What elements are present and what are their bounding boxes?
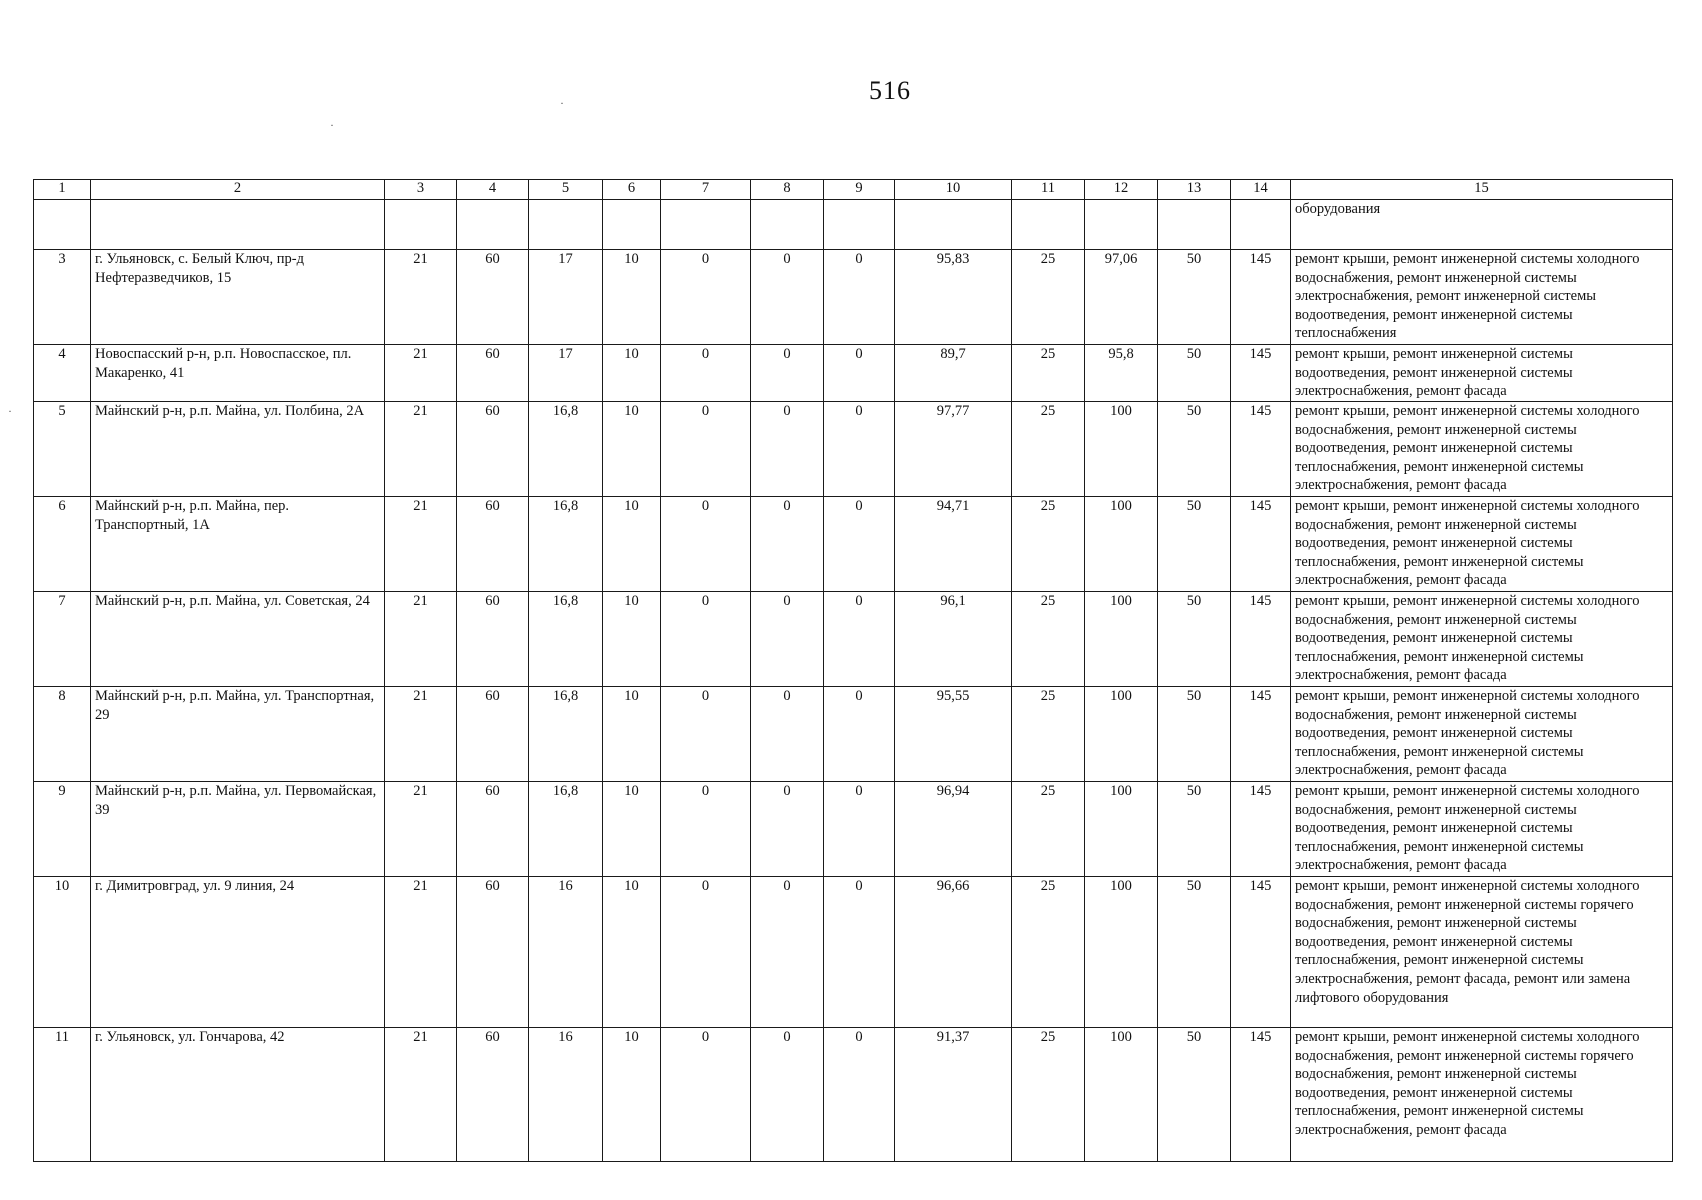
value-cell-c7: 0 bbox=[661, 1028, 751, 1162]
address-cell: Майнский р-н, р.п. Майна, ул. Полбина, 2А bbox=[91, 402, 385, 497]
column-header: 11 bbox=[1012, 180, 1085, 200]
address-cell: г. Ульяновск, ул. Гончарова, 42 bbox=[91, 1028, 385, 1162]
works-cell: ремонт крыши, ремонт инженерной системы холодного водоснабжения, ремонт инженерной системы горячего водоснабжения, ремонт инженерной системы водоотведения, ремонт инженерной системы теплоснабжения, ремонт инженерной системы электроснабжения, ремонт фасада, ремонт или замена лифтового оборудования bbox=[1291, 877, 1673, 1028]
value-cell-c11: 25 bbox=[1012, 497, 1085, 592]
column-header: 7 bbox=[661, 180, 751, 200]
value-cell-c13: 50 bbox=[1158, 687, 1231, 782]
value-cell-c5: 16 bbox=[529, 877, 603, 1028]
value-cell-c3: 21 bbox=[385, 877, 457, 1028]
table-row bbox=[34, 497, 1673, 592]
value-cell-c13: 50 bbox=[1158, 345, 1231, 402]
address-cell: г. Димитровград, ул. 9 линия, 24 bbox=[91, 877, 385, 1028]
value-cell-c4: 60 bbox=[457, 592, 529, 687]
continuation-row bbox=[34, 200, 1673, 250]
value-cell-c6: 10 bbox=[603, 592, 661, 687]
address-cell: Новоспасский р-н, р.п. Новоспасское, пл. Макаренко, 41 bbox=[91, 345, 385, 402]
value-cell-c9: 0 bbox=[824, 345, 895, 402]
row-number: 10 bbox=[34, 877, 91, 1028]
value-cell-c6: 10 bbox=[603, 687, 661, 782]
value-cell-c5: 16,8 bbox=[529, 402, 603, 497]
value-cell-c8: 0 bbox=[751, 782, 824, 877]
value-cell-c12: 95,8 bbox=[1085, 345, 1158, 402]
value-cell-c3: 21 bbox=[385, 1028, 457, 1162]
works-cell: ремонт крыши, ремонт инженерной системы холодного водоснабжения, ремонт инженерной системы водоотведения, ремонт инженерной системы теплоснабжения, ремонт инженерной системы электроснабжения, ремонт фасада bbox=[1291, 687, 1673, 782]
value-cell-c7: 0 bbox=[661, 687, 751, 782]
row-number: 9 bbox=[34, 782, 91, 877]
column-header: 15 bbox=[1291, 180, 1673, 200]
value-cell-c8: 0 bbox=[751, 250, 824, 345]
value-cell-c14: 145 bbox=[1231, 782, 1291, 877]
column-header: 13 bbox=[1158, 180, 1231, 200]
scan-speck: · bbox=[560, 96, 564, 110]
table-row bbox=[34, 782, 1673, 877]
value-cell-c3: 21 bbox=[385, 687, 457, 782]
value-cell-c7: 0 bbox=[661, 250, 751, 345]
row-number: 6 bbox=[34, 497, 91, 592]
value-cell-c6: 10 bbox=[603, 250, 661, 345]
value-cell-c8: 0 bbox=[751, 877, 824, 1028]
value-cell-c12: 97,06 bbox=[1085, 250, 1158, 345]
value-cell-c14: 145 bbox=[1231, 877, 1291, 1028]
value-cell-c10: 97,77 bbox=[895, 402, 1012, 497]
table-row bbox=[34, 402, 1673, 497]
value-cell-c9: 0 bbox=[824, 250, 895, 345]
value-cell-c13: 50 bbox=[1158, 250, 1231, 345]
address-cell: Майнский р-н, р.п. Майна, ул. Транспортная, 29 bbox=[91, 687, 385, 782]
works-cell: ремонт крыши, ремонт инженерной системы холодного водоснабжения, ремонт инженерной системы водоотведения, ремонт инженерной системы теплоснабжения, ремонт инженерной системы электроснабжения, ремонт фасада bbox=[1291, 402, 1673, 497]
value-cell-c5: 16,8 bbox=[529, 592, 603, 687]
column-header: 9 bbox=[824, 180, 895, 200]
column-header: 4 bbox=[457, 180, 529, 200]
column-header: 2 bbox=[91, 180, 385, 200]
column-header: 5 bbox=[529, 180, 603, 200]
column-header: 8 bbox=[751, 180, 824, 200]
value-cell-c4: 60 bbox=[457, 402, 529, 497]
table-row bbox=[34, 687, 1673, 782]
value-cell-c11: 25 bbox=[1012, 687, 1085, 782]
works-cell: ремонт крыши, ремонт инженерной системы холодного водоснабжения, ремонт инженерной системы водоотведения, ремонт инженерной системы теплоснабжения, ремонт инженерной системы электроснабжения, ремонт фасада bbox=[1291, 497, 1673, 592]
value-cell-c14: 145 bbox=[1231, 1028, 1291, 1162]
value-cell-c3: 21 bbox=[385, 250, 457, 345]
column-header: 3 bbox=[385, 180, 457, 200]
value-cell-c7: 0 bbox=[661, 877, 751, 1028]
value-cell-c3: 21 bbox=[385, 782, 457, 877]
value-cell-c3: 21 bbox=[385, 592, 457, 687]
value-cell-c4: 60 bbox=[457, 877, 529, 1028]
value-cell-c9: 0 bbox=[824, 497, 895, 592]
value-cell-c8: 0 bbox=[751, 402, 824, 497]
table-row bbox=[34, 345, 1673, 402]
value-cell-c8: 0 bbox=[751, 345, 824, 402]
value-cell-c11: 25 bbox=[1012, 877, 1085, 1028]
value-cell-c10: 91,37 bbox=[895, 1028, 1012, 1162]
value-cell-c7: 0 bbox=[661, 782, 751, 877]
value-cell-c12: 100 bbox=[1085, 592, 1158, 687]
works-table bbox=[33, 179, 1673, 1162]
value-cell-c14: 145 bbox=[1231, 687, 1291, 782]
value-cell-c9: 0 bbox=[824, 1028, 895, 1162]
column-header: 14 bbox=[1231, 180, 1291, 200]
address-cell: Майнский р-н, р.п. Майна, ул. Первомайская, 39 bbox=[91, 782, 385, 877]
value-cell-c6: 10 bbox=[603, 497, 661, 592]
value-cell-c7: 0 bbox=[661, 402, 751, 497]
value-cell-c13: 50 bbox=[1158, 877, 1231, 1028]
table-row bbox=[34, 877, 1673, 1028]
works-cell: ремонт крыши, ремонт инженерной системы холодного водоснабжения, ремонт инженерной системы водоотведения, ремонт инженерной системы теплоснабжения, ремонт инженерной системы электроснабжения, ремонт фасада bbox=[1291, 782, 1673, 877]
value-cell-c5: 17 bbox=[529, 250, 603, 345]
value-cell-c10: 96,94 bbox=[895, 782, 1012, 877]
works-cell: ремонт крыши, ремонт инженерной системы холодного водоснабжения, ремонт инженерной системы водоотведения, ремонт инженерной системы теплоснабжения, ремонт инженерной системы электроснабжения, ремонт фасада bbox=[1291, 592, 1673, 687]
value-cell-c12: 100 bbox=[1085, 782, 1158, 877]
value-cell-c6: 10 bbox=[603, 877, 661, 1028]
value-cell-c5: 17 bbox=[529, 345, 603, 402]
value-cell-c12: 100 bbox=[1085, 1028, 1158, 1162]
value-cell-c6: 10 bbox=[603, 345, 661, 402]
value-cell-c14: 145 bbox=[1231, 345, 1291, 402]
address-cell: Майнский р-н, р.п. Майна, ул. Советская, 24 bbox=[91, 592, 385, 687]
value-cell-c4: 60 bbox=[457, 687, 529, 782]
row-number: 7 bbox=[34, 592, 91, 687]
value-cell-c9: 0 bbox=[824, 782, 895, 877]
row-number: 11 bbox=[34, 1028, 91, 1162]
value-cell-c12: 100 bbox=[1085, 497, 1158, 592]
value-cell-c9: 0 bbox=[824, 592, 895, 687]
value-cell-c8: 0 bbox=[751, 592, 824, 687]
column-number-row bbox=[34, 180, 1673, 200]
value-cell-c13: 50 bbox=[1158, 497, 1231, 592]
value-cell-c11: 25 bbox=[1012, 592, 1085, 687]
value-cell-c3: 21 bbox=[385, 497, 457, 592]
works-cell: ремонт крыши, ремонт инженерной системы холодного водоснабжения, ремонт инженерной системы горячего водоснабжения, ремонт инженерной системы водоотведения, ремонт инженерной системы теплоснабжения, ремонт инженерной системы электроснабжения, ремонт фасада bbox=[1291, 1028, 1673, 1162]
value-cell-c10: 96,66 bbox=[895, 877, 1012, 1028]
value-cell-c3: 21 bbox=[385, 402, 457, 497]
row-number: 3 bbox=[34, 250, 91, 345]
value-cell-c9: 0 bbox=[824, 402, 895, 497]
table-row bbox=[34, 592, 1673, 687]
value-cell-c10: 95,55 bbox=[895, 687, 1012, 782]
value-cell-c4: 60 bbox=[457, 1028, 529, 1162]
value-cell-c5: 16,8 bbox=[529, 497, 603, 592]
value-cell-c12: 100 bbox=[1085, 402, 1158, 497]
continuation-text: оборудования bbox=[1291, 200, 1673, 250]
value-cell-c3: 21 bbox=[385, 345, 457, 402]
value-cell-c4: 60 bbox=[457, 250, 529, 345]
row-number: 4 bbox=[34, 345, 91, 402]
value-cell-c13: 50 bbox=[1158, 782, 1231, 877]
value-cell-c14: 145 bbox=[1231, 497, 1291, 592]
value-cell-c4: 60 bbox=[457, 345, 529, 402]
page-number: 516 bbox=[869, 76, 911, 105]
value-cell-c6: 10 bbox=[603, 402, 661, 497]
value-cell-c5: 16,8 bbox=[529, 687, 603, 782]
value-cell-c8: 0 bbox=[751, 1028, 824, 1162]
column-header: 10 bbox=[895, 180, 1012, 200]
value-cell-c9: 0 bbox=[824, 687, 895, 782]
value-cell-c5: 16,8 bbox=[529, 782, 603, 877]
scan-speck: · bbox=[330, 118, 334, 132]
value-cell-c12: 100 bbox=[1085, 877, 1158, 1028]
value-cell-c10: 95,83 bbox=[895, 250, 1012, 345]
column-header: 12 bbox=[1085, 180, 1158, 200]
column-header: 1 bbox=[34, 180, 91, 200]
column-header: 6 bbox=[603, 180, 661, 200]
value-cell-c7: 0 bbox=[661, 592, 751, 687]
address-cell: Майнский р-н, р.п. Майна, пер. Транспортный, 1А bbox=[91, 497, 385, 592]
value-cell-c4: 60 bbox=[457, 497, 529, 592]
value-cell-c8: 0 bbox=[751, 687, 824, 782]
value-cell-c7: 0 bbox=[661, 497, 751, 592]
value-cell-c10: 96,1 bbox=[895, 592, 1012, 687]
value-cell-c14: 145 bbox=[1231, 592, 1291, 687]
value-cell-c11: 25 bbox=[1012, 1028, 1085, 1162]
value-cell-c11: 25 bbox=[1012, 402, 1085, 497]
works-cell: ремонт крыши, ремонт инженерной системы холодного водоснабжения, ремонт инженерной системы электроснабжения, ремонт инженерной системы водоотведения, ремонт инженерной системы теплоснабжения bbox=[1291, 250, 1673, 345]
value-cell-c13: 50 bbox=[1158, 402, 1231, 497]
value-cell-c13: 50 bbox=[1158, 1028, 1231, 1162]
value-cell-c6: 10 bbox=[603, 782, 661, 877]
scan-speck: · bbox=[8, 404, 12, 418]
works-cell: ремонт крыши, ремонт инженерной системы водоотведения, ремонт инженерной системы электроснабжения, ремонт фасада bbox=[1291, 345, 1673, 402]
value-cell-c11: 25 bbox=[1012, 345, 1085, 402]
value-cell-c13: 50 bbox=[1158, 592, 1231, 687]
value-cell-c11: 25 bbox=[1012, 782, 1085, 877]
table-row bbox=[34, 250, 1673, 345]
address-cell: г. Ульяновск, с. Белый Ключ, пр-д Нефтеразведчиков, 15 bbox=[91, 250, 385, 345]
value-cell-c10: 94,71 bbox=[895, 497, 1012, 592]
value-cell-c7: 0 bbox=[661, 345, 751, 402]
row-number: 8 bbox=[34, 687, 91, 782]
value-cell-c11: 25 bbox=[1012, 250, 1085, 345]
value-cell-c14: 145 bbox=[1231, 402, 1291, 497]
value-cell-c4: 60 bbox=[457, 782, 529, 877]
value-cell-c14: 145 bbox=[1231, 250, 1291, 345]
value-cell-c9: 0 bbox=[824, 877, 895, 1028]
value-cell-c8: 0 bbox=[751, 497, 824, 592]
value-cell-c5: 16 bbox=[529, 1028, 603, 1162]
value-cell-c12: 100 bbox=[1085, 687, 1158, 782]
table-row bbox=[34, 1028, 1673, 1162]
value-cell-c6: 10 bbox=[603, 1028, 661, 1162]
row-number: 5 bbox=[34, 402, 91, 497]
value-cell-c10: 89,7 bbox=[895, 345, 1012, 402]
